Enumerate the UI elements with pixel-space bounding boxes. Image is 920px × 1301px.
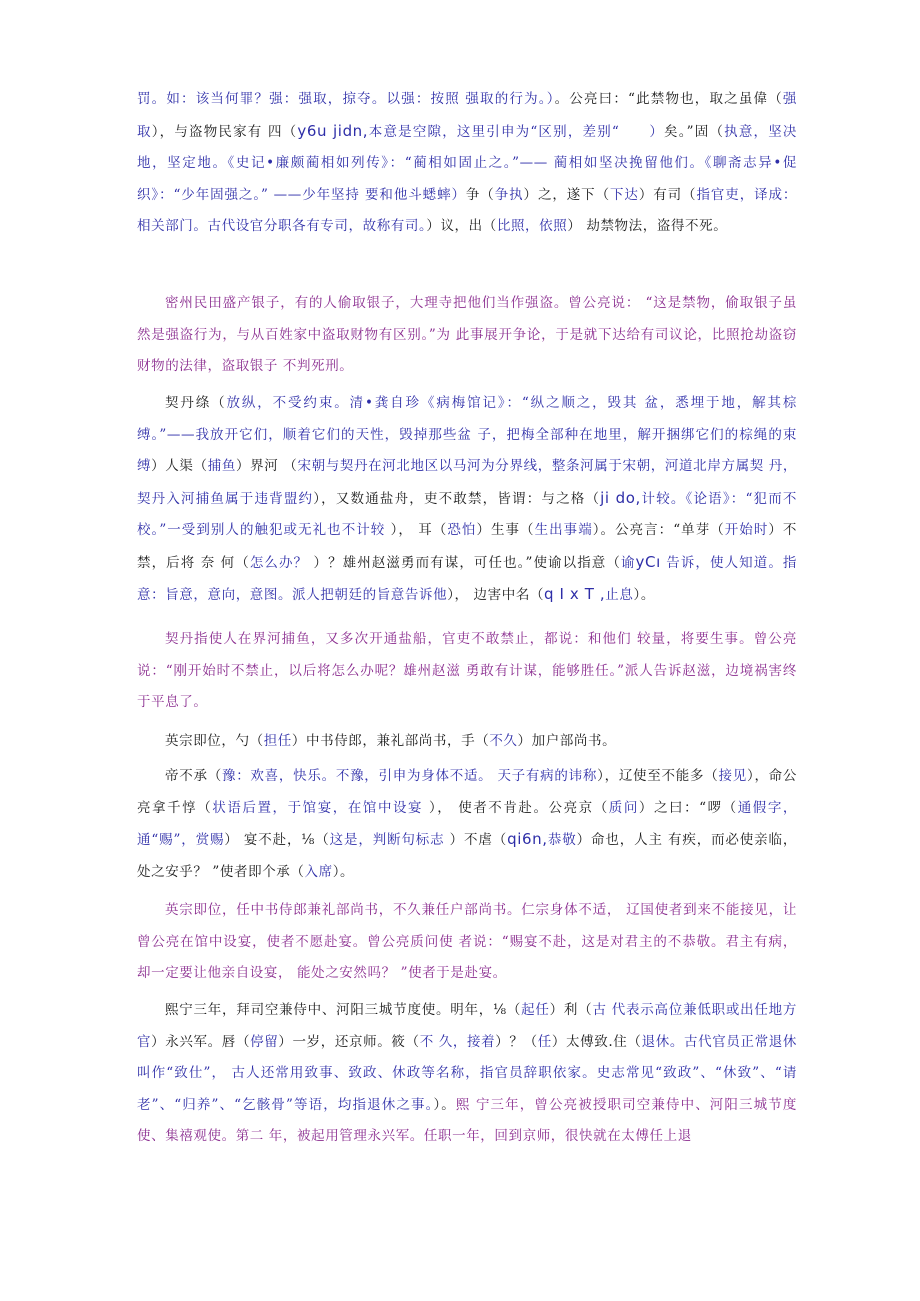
text-segment: 停留	[250, 1033, 279, 1050]
text-segment: 计较。《论语》：“犯而不校。”一受到别人的触犯或无礼也不计较	[137, 490, 798, 538]
text-segment: y6u jidn,	[297, 121, 369, 140]
text-segment: ）？雄州赵滋勇而有谋，可任也。”使谕以指意（	[308, 554, 621, 571]
text-segment: 生出事端	[534, 522, 593, 538]
text-segment: yCı	[635, 552, 661, 571]
text-segment: ），命公亮拿千惇（	[137, 768, 798, 816]
text-segment: 豫：欢喜，快乐。不豫，引申为身体不适。 天子有病的讳称	[221, 768, 598, 784]
text-segment: ）， 使者不肯赴。公亮京（	[423, 799, 609, 816]
text-segment: 争执	[494, 186, 524, 203]
text-segment: 入席	[304, 863, 333, 880]
text-segment: ）界河 （	[235, 458, 298, 474]
text-segment: ）有司（	[638, 186, 697, 203]
text-segment: 密州民田盛产银子，有的人偷取银子，大理寺把他们当作强盗。曾公亮说： “这是禁物，偷取银子虽然是强盗行为，与从百姓家中盗取财物有区别。”为 此事展开争论，于是就下达给有司议论，比照抢劫盗窃财物的法律，盗取银子 不判死刑。	[137, 295, 797, 374]
text-segment: ）永兴军。唇（	[151, 1033, 251, 1050]
text-segment: ）加户部尚书。	[517, 733, 617, 749]
text-segment: ），辽使至不能多（	[597, 768, 719, 784]
text-segment: 捕鱼	[207, 458, 236, 474]
text-segment: ）一岁，还京师。筱（	[278, 1033, 420, 1050]
text-segment: 不 久，接着	[419, 1033, 496, 1050]
paragraph-3	[137, 388, 797, 612]
paragraph-8	[137, 995, 797, 1153]
text-segment: 任	[537, 1033, 552, 1050]
text-segment: 执意，坚决地，坚定地。《史记•廉颇蔺相如列传》：“蔺相如固止之。”—— 蔺相如坚决挽留他们。《聊斋志异•促织》：“少年固强之。” ——少年坚持 要和他斗蟋蟀）	[137, 123, 798, 203]
text-segment: 质问	[608, 799, 639, 816]
text-segment: 怎么办？	[249, 554, 309, 571]
text-segment: 争（	[465, 186, 495, 203]
text-segment: 英宗即位，勺（	[165, 733, 264, 749]
text-segment: qi6n,	[507, 830, 548, 848]
text-segment: 矣。”固（	[664, 123, 725, 140]
text-segment: 契丹绦（	[165, 395, 227, 411]
text-segment: 谕	[620, 554, 636, 571]
text-segment: 罚。如：该当何罪？强：强取，掠夺。以强：按照 强取的行为。）	[137, 91, 555, 107]
text-segment: 帝不承（	[165, 768, 222, 784]
text-segment: 担任	[263, 733, 292, 749]
text-segment: ）之，遂下（	[523, 186, 610, 203]
text-segment: 通假字，通“赐”，赏赐	[137, 799, 797, 848]
text-segment: ）。公亮言：“单芽（	[592, 522, 725, 538]
text-segment: 比照，依照	[496, 218, 568, 234]
text-segment: ）？（	[495, 1033, 538, 1050]
text-segment: ） 宴不赴，⅛（	[224, 832, 330, 848]
text-segment: 指官吏，译成： 相关部门。古代设官分职各有专司，故称有司。	[137, 186, 798, 234]
text-segment: ）生事（	[476, 522, 535, 538]
text-segment: ） 劫禁物法，盗得不死。	[567, 218, 728, 234]
text-segment: 古 代表示高位兼低职或出任地方官	[137, 1002, 798, 1050]
paragraph-1	[137, 84, 797, 243]
text-segment: ）人渠（	[151, 458, 208, 474]
text-segment: 英宗即位，任中书侍郎兼礼部尚书，不久兼任户部尚书。仁宗身体不适， 辽国使者到来不能接见，让曾公亮在馆中设宴，使者不愿赴宴。曾公亮质问使 者说：“赐宴不赴，这是对君主的不恭敬。君主有病，却一定要让他亲自设宴， 能处之安然吗？ ”使者于是赴宴。	[137, 902, 797, 981]
text-segment: 不久	[489, 733, 518, 749]
text-segment: 契丹指使人在界河捕鱼，又多次开通盐船，官吏不敢禁止，都说：和他们 较量，将要生事。曾公亮说：“刚开始时不禁止，以后将怎么办呢？雄州赵滋 勇敢有计谋，能够胜任。”派人告诉赵滋，边境祸害终于平息了。	[137, 631, 797, 710]
text-segment: 退休。古代官员正常退休叫作“致仕”， 古人还常用致事、致政、休政等名称，指官员辞职依家。史志常见“致政”、“休致”、“请老”、“归养”、“乞骸骨”等语，均指退休之事。	[137, 1033, 798, 1113]
text-segment: 强取	[137, 91, 797, 140]
text-segment: ）不禁，后将 奈 何（	[137, 522, 798, 571]
text-segment: 状语后置，于馆宴，在馆中设宴	[212, 799, 424, 816]
text-segment: 止息	[605, 587, 634, 603]
text-segment: 熙 宁三年，曾公亮被授职司空兼侍中、河阳三城节度使、集禧观使。第二 年，被起用管理永兴军。任职一年，回到京师，很快就在太傅任上退	[137, 1096, 797, 1144]
paragraph-6	[137, 761, 797, 888]
text-segment: 本意是空隙，这里引申为“区别，差别“ ）	[368, 123, 665, 140]
paragraph-2	[137, 288, 797, 383]
text-segment: 恭敬	[547, 832, 577, 848]
text-segment: ）， 耳（	[385, 522, 448, 538]
text-segment: ）议，出（	[426, 218, 497, 234]
text-segment: 起任	[521, 1002, 550, 1018]
text-segment: 恐怕	[447, 522, 477, 538]
text-segment: 接见	[718, 768, 747, 784]
text-segment: ）， 边害中名（	[447, 587, 545, 603]
text-segment: q I x T ,	[544, 585, 606, 603]
text-segment: 放纵，不受约束。清•龚自珍《病梅馆记》：“纵之顺之，毁其 盆，悉埋于地，解其棕缚。”——我放开它们，顺着它们的天性，毁掉那些盆 子，把梅全部种在地里，解开捆绑它们的棕绳的束缚	[137, 395, 797, 474]
text-segment: ）不虐（	[444, 832, 508, 848]
text-segment: ）之曰：“啰（	[638, 799, 738, 816]
text-segment: ），又数通盐舟，吏不敢禁，皆谓：与之格（	[313, 490, 601, 507]
text-segment: 。公亮曰：“此禁物也，取之虽偉（	[554, 91, 783, 107]
text-segment: 开始时	[724, 522, 769, 538]
text-segment: ）利（	[549, 1002, 593, 1018]
paragraph-4	[137, 624, 797, 719]
text-segment: 这是，判断句标志	[329, 832, 445, 848]
text-segment: 下达	[610, 186, 639, 203]
text-segment: ）。	[433, 1096, 456, 1113]
text-segment: ）命也，人主 有疾，而必使亲临，处之安乎？ ”使者即个承（	[137, 832, 797, 880]
text-segment: ）。	[332, 863, 355, 880]
text-segment: ）中书侍郎，兼礼部尚书，手（	[291, 733, 490, 749]
text-segment: ）太傅致.住（	[551, 1033, 642, 1050]
paragraph-5	[137, 726, 797, 758]
text-segment: 告诉，使人知道。指意：旨意，意向，意图。派人把朝廷的旨意告诉他	[137, 554, 797, 603]
text-segment: ）。	[633, 587, 655, 603]
text-segment: 宋朝与契丹在河北地区以马河为分界线，整条河属于宋朝，河道北岸方属契 丹，契丹入河捕鱼属于违背盟约	[137, 458, 798, 507]
text-segment: 熙宁三年，拜司空兼侍中、河阳三城节度使。明年，⅛（	[165, 1002, 522, 1018]
text-segment: ），与盗物民家有 四（	[151, 123, 298, 140]
paragraph-7	[137, 895, 797, 990]
text-segment: ji do,	[600, 488, 641, 507]
